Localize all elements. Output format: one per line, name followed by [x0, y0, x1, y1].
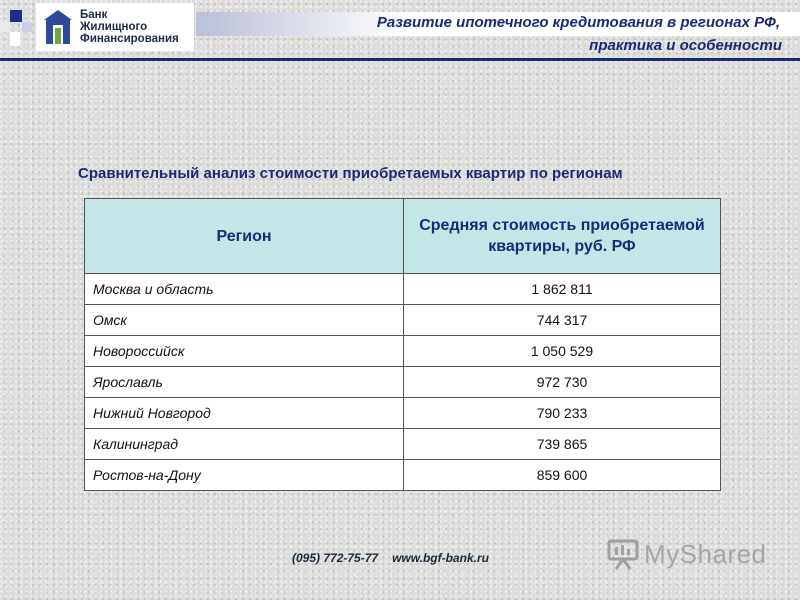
region-cell: Ростов-на-Дону	[85, 460, 404, 491]
deco-square	[10, 32, 20, 46]
cost-cell: 1 050 529	[404, 336, 721, 367]
presentation-board-icon	[606, 537, 640, 571]
table-row	[85, 429, 721, 460]
bank-name	[80, 9, 179, 45]
region-cell: Омск	[85, 305, 404, 336]
cost-cell: 739 865	[404, 429, 721, 460]
deco-square	[22, 22, 32, 32]
region-cell: Ярославль	[85, 367, 404, 398]
cost-cell: 744 317	[404, 305, 721, 336]
header-average-cost: Средняя стоимость приобретаемой квартиры, руб. РФ	[404, 199, 721, 274]
slide-title-line1: Развитие ипотечного кредитования в регионах РФ,	[376, 14, 780, 31]
region-cell: Нижний Новгород	[85, 398, 404, 429]
table-row	[85, 274, 721, 305]
table-row	[85, 398, 721, 429]
footer-contacts	[292, 551, 489, 565]
region-cell: Калининград	[85, 429, 404, 460]
table-header-row	[85, 199, 721, 274]
table-row	[85, 305, 721, 336]
bank-logo	[36, 3, 194, 51]
watermark-text: MyShared	[644, 538, 767, 569]
house-logo-icon	[42, 8, 74, 46]
region-cost-table	[84, 198, 721, 491]
region-cell: Новороссийск	[85, 336, 404, 367]
region-cell: Москва и область	[85, 274, 404, 305]
deco-square	[0, 22, 10, 32]
table-caption: Сравнительный анализ стоимости приобретаемых квартир по регионам	[78, 165, 623, 182]
decorative-squares	[0, 0, 36, 50]
footer-phone: (095) 772-75-77	[292, 551, 379, 565]
bank-name-line: Жилищного	[80, 21, 148, 33]
bank-name-line: Финансирования	[80, 33, 179, 45]
title-divider	[0, 58, 800, 61]
slide-title-line2: практика и особенности	[589, 37, 782, 54]
header-region: Регион	[85, 199, 404, 274]
table-row	[85, 367, 721, 398]
cost-cell: 972 730	[404, 367, 721, 398]
watermark	[606, 536, 767, 572]
table-row	[85, 460, 721, 491]
table-row	[85, 336, 721, 367]
bank-name-line: Банк	[80, 9, 108, 21]
cost-cell: 1 862 811	[404, 274, 721, 305]
footer-website-link[interactable]: www.bgf-bank.ru	[392, 551, 489, 565]
cost-cell: 859 600	[404, 460, 721, 491]
cost-cell: 790 233	[404, 398, 721, 429]
deco-square	[10, 10, 22, 22]
